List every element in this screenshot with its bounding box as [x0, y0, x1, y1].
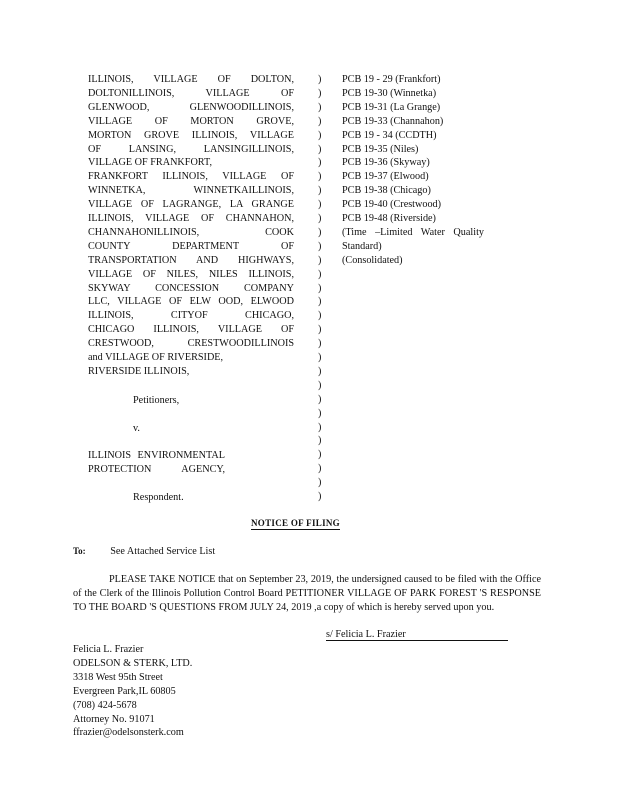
petitioner-line: CHICAGO ILLINOIS, VILLAGE OF [88, 324, 294, 336]
case-number: PCB 19-37 (Elwood) [342, 171, 429, 183]
caption-paren: ) [318, 365, 322, 377]
caption-paren: ) [318, 393, 322, 405]
case-number: PCB 19-31 (La Grange) [342, 101, 441, 113]
petitioner-line: SKYWAY CONCESSION COMPANY [88, 282, 294, 294]
petitioner-line: MORTON GROVE ILLINOIS, VILLAGE [88, 129, 294, 141]
petitioner-line: LLC, VILLAGE OF ELW OOD, ELWOOD [88, 296, 294, 308]
notice-body: PLEASE TAKE NOTICE that on September 23, 2019, the undersigned caused to be filed with the Office of the Clerk of the Illinois Pollution Control Board PETITIONER VILLAGE OF PARK FOREST 'S RESPONSE TO THE BOARD 'S QUESTIONS FROM JULY 24, 2019 ,a copy of which is hereby served upon you. [73, 574, 541, 613]
petitioner-line: GLENWOOD, GLENWOODILLINOIS, [88, 101, 294, 113]
petitioner-line: ILLINOIS, VILLAGE OF DOLTON, [88, 74, 294, 85]
petitioner-line: CHANNAHONILLINOIS, COOK [88, 226, 294, 238]
caption-paren: ) [318, 449, 322, 461]
case-number: PCB 19-35 (Niles) [342, 143, 419, 155]
case-number: PCB 19-38 (Chicago) [342, 185, 431, 197]
signature-line: s/ Felicia L. Frazier [326, 629, 508, 641]
case-number: PCB 19-40 (Crestwood) [342, 199, 442, 211]
caption-paren: ) [318, 115, 322, 127]
petitioner-line: TRANSPORTATION AND HIGHWAYS, [88, 254, 294, 266]
to-label: To: [73, 546, 86, 556]
case-note: (Consolidated) [342, 254, 403, 266]
caption-paren: ) [318, 185, 322, 197]
case-number: PCB 19 - 34 (CCDTH) [342, 129, 437, 141]
petitioner-line: DOLTONILLINOIS, VILLAGE OF [88, 87, 294, 99]
attorney-line: Felicia L. Frazier [73, 644, 144, 655]
caption-paren: ) [318, 296, 322, 308]
attorney-line: Evergreen Park,IL 60805 [73, 685, 176, 697]
caption-paren: ) [318, 324, 322, 336]
case-note: (Time –Limited Water Quality [342, 226, 484, 238]
caption-paren: ) [318, 101, 322, 113]
respondent-label: Respondent. [133, 492, 184, 503]
caption-paren: ) [318, 226, 322, 238]
petitioner-line: and VILLAGE OF RIVERSIDE, [88, 352, 224, 363]
caption-paren: ) [318, 338, 322, 350]
caption-paren: ) [318, 379, 322, 391]
notice-title: NOTICE OF FILING [251, 518, 340, 528]
petitioner-line: VILLAGE OF NILES, NILES ILLINOIS, [88, 268, 294, 280]
caption-paren: ) [318, 477, 322, 489]
attorney-line: ffrazier@odelsonsterk.com [73, 727, 184, 739]
caption-paren: ) [318, 199, 322, 211]
caption-paren: ) [318, 352, 322, 363]
attorney-line: Attorney No. 91071 [73, 713, 155, 725]
petitioner-line: COUNTY DEPARTMENT OF [88, 240, 294, 252]
case-note: Standard) [342, 240, 382, 252]
caption-paren: ) [318, 129, 322, 141]
caption-paren: ) [318, 157, 322, 169]
petitioner-line: VILLAGE OF MORTON GROVE, [88, 115, 294, 127]
caption-paren: ) [318, 463, 322, 475]
caption-paren: ) [318, 240, 322, 252]
caption-paren: ) [318, 268, 322, 280]
caption-paren: ) [318, 407, 322, 419]
case-number: PCB 19-30 (Winnetka) [342, 87, 437, 99]
case-number: PCB 19-33 (Channahon) [342, 115, 444, 127]
to-line [73, 546, 215, 557]
attorney-line: (708) 424-5678 [73, 699, 137, 711]
versus-label: v. [133, 423, 140, 434]
caption-paren: ) [318, 310, 322, 322]
respondent-line: ILLINOIS ENVIRONMENTAL [88, 450, 225, 461]
caption-paren: ) [318, 213, 322, 224]
caption-paren: ) [318, 74, 322, 85]
caption-paren: ) [318, 87, 322, 99]
attorney-line: ODELSON & STERK, LTD. [73, 657, 193, 669]
petitioner-line: WINNETKA, WINNETKAILLINOIS, [88, 185, 294, 197]
caption-paren: ) [318, 254, 322, 266]
petitioner-line: OF LANSING, LANSINGILLINOIS, [88, 143, 294, 155]
petitioner-line: ILLINOIS, CITYOF CHICAGO, [88, 310, 294, 322]
petitioner-line: VILLAGE OF FRANKFORT, [88, 157, 212, 169]
petitioner-line: FRANKFORT ILLINOIS, VILLAGE OF [88, 171, 294, 183]
caption-paren: ) [318, 435, 322, 447]
respondent-line: PROTECTION AGENCY, [88, 463, 225, 475]
petitioner-line: RIVERSIDE ILLINOIS, [88, 365, 190, 377]
to-value: See Attached Service List [110, 546, 216, 557]
petitioners-label: Petitioners, [133, 395, 180, 406]
case-number: PCB 19-36 (Skyway) [342, 157, 430, 169]
caption-paren: ) [318, 143, 322, 155]
caption-paren: ) [318, 282, 322, 294]
attorney-line: 3318 West 95th Street [73, 671, 163, 683]
caption-paren: ) [318, 421, 322, 433]
case-number: PCB 19 - 29 (Frankfort) [342, 74, 441, 85]
caption-paren: ) [318, 491, 322, 502]
petitioner-line: CRESTWOOD, CRESTWOODILLINOIS [88, 338, 294, 350]
petitioner-line: ILLINOIS, VILLAGE OF CHANNAHON, [88, 213, 294, 224]
case-number: PCB 19-48 (Riverside) [342, 213, 436, 224]
petitioner-line: VILLAGE OF LAGRANGE, LA GRANGE [88, 199, 294, 211]
caption-paren: ) [318, 171, 322, 183]
